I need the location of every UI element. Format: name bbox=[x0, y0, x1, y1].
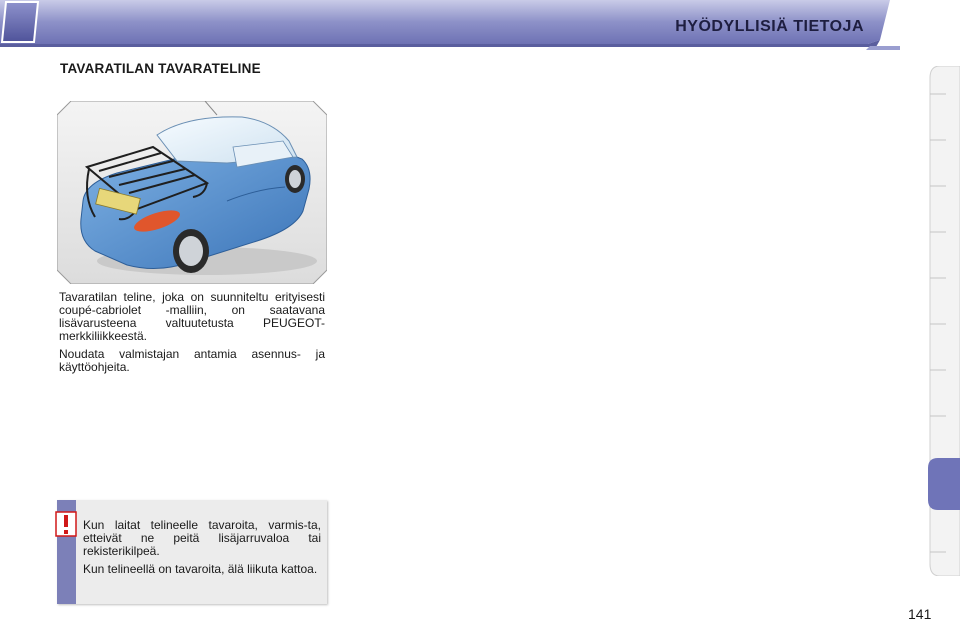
active-chapter-tab bbox=[928, 458, 960, 510]
chapter-tabs bbox=[926, 66, 960, 576]
exclamation-icon bbox=[55, 511, 77, 537]
car-with-boot-rack-illustration bbox=[57, 101, 327, 284]
warning-box bbox=[57, 500, 327, 604]
warning-text bbox=[83, 519, 321, 581]
warning-paragraph: Kun telineellä on tavaroita, älä liikuta kattoa. bbox=[83, 562, 318, 576]
body-paragraph: Noudata valmistajan antamia asennus- ja käyttöohjeita. bbox=[59, 347, 325, 374]
body-paragraph: Tavaratilan teline, joka on suunniteltu erityisesti coupé-cabriolet -malliin, on saatavana lisävarusteena valtuutetusta PEUGEOT-merkkiliikkeestä. bbox=[59, 290, 325, 343]
chapter-badge bbox=[0, 0, 40, 44]
section-title: TAVARATILAN TAVARATELINE bbox=[60, 61, 261, 76]
body-text bbox=[59, 291, 325, 379]
page-number: 141 bbox=[908, 606, 932, 622]
warning-paragraph: Kun laitat telineelle tavaroita, varmis-ta, etteivät ne peitä lisäjarruvaloa tai rekisterikilpeä. bbox=[83, 518, 321, 558]
chapter-header bbox=[0, 0, 960, 54]
chapter-number: 9 bbox=[909, 13, 927, 46]
chapter-title: HYÖDYLLISIÄ TIETOJA bbox=[675, 18, 864, 35]
